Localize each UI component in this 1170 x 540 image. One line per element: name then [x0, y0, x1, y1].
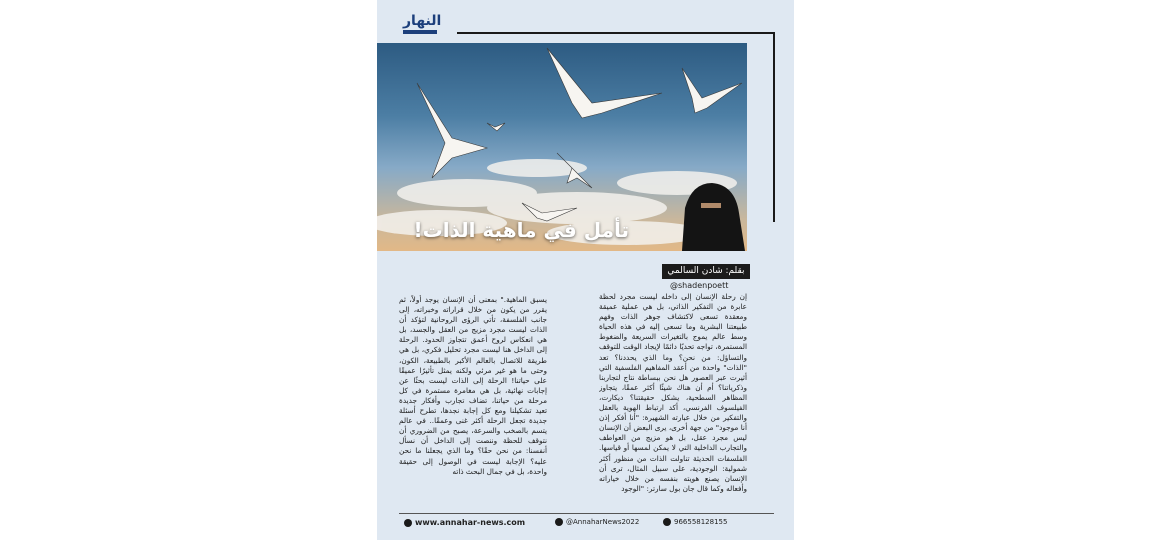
author-handle: @shadenpoett: [670, 281, 729, 290]
x-icon: [555, 518, 563, 526]
author-byline: بقلم: شادن السالمي: [662, 264, 750, 279]
globe-icon: [404, 519, 412, 527]
whatsapp-icon: [663, 518, 671, 526]
x-handle-text: @AnnaharNews2022: [566, 518, 640, 526]
footer-x-account[interactable]: [555, 518, 639, 526]
newspaper-logo: [403, 13, 442, 36]
footer-whatsapp[interactable]: [663, 518, 727, 526]
article-title: تأمل في ماهية الذات!: [413, 218, 629, 242]
magazine-page: [377, 0, 794, 540]
logo-text: النهار: [403, 13, 442, 29]
article-column-left: يسبق الماهية." بمعنى أن الإنسان يوجد أولاً، ثم يقرر من يكون من خلال قراراته وخبراته، إلى جانب الفلسفة، تأتي الرؤى الروحانية لتؤكد أن الذات ليست مجرد مزيج من العقل والجسد، بل هي انعكاس لروح أعمق تتجاوز الحدود. الرحلة إلى الداخل هنا ليست مجرد تحليل فكري، بل هي طريقة للاتصال بالعالم الأكبر بالطبيعة، الكون، وحتى ما هو غير مرئي ولكنه يمثل تأثيرًا عميقًا على حياتنا! الرحلة إلى الذات ليست بحثًا عن إجابات نهائية، بل هي مغامرة مستمرة في كل مرحلة من حياتنا، تضاف تجارب وأفكار جديدة تعيد تشكيلنا ومع كل إجابة نجدها، تطرح أسئلة جديدة تجعل الرحلة أكثر غنى وعمقًا.. في عالم يتسم بالصخب والسرعة، يصبح من الضروري أن نتوقف للحظة وننصت إلى الداخل أن نسأل أنفسنا: من نحن حقًا؟ وما الذي يجعلنا ما نحن عليه؟ الإجابة ليست في الوصول إلى حقيقة واحدة، بل في جمال البحث ذاته: [399, 295, 547, 476]
article-column-right: إن رحلة الإنسان إلى داخله ليست مجرد لحظة عابرة من التفكير الذاتي، بل هي عملية عميقة ومعقدة تسعى لاكتشاف جوهر الذات وفهم طبيعتنا البشرية وما تسعى إليه في هذه الحياة وسط عالم يموج بالتغيرات السريعة والضغوط المستمرة، تواجه تحديًا دائمًا لإيجاد الوقت للتوقف والتساؤل: من نحن؟ وما الذي يحددنا؟ تعد "الذات" واحدة من أعقد المفاهيم الفلسفية التي أثيرت عبر العصور هل نحن ببساطة نتاج لتجاربنا وذكرياتنا؟ أم أن هناك شيئًا أكثر عمقًا، يتجاوز المظاهر السطحية، يشكل حقيقتنا؟ ديكارت، الفيلسوف الفرنسي، أكد ارتباط الهوية بالعقل والتفكير من خلال عبارته الشهيرة: "أنا أفكر إذن أنا موجود" من جهة أخرى، يرى البعض أن الإنسان ليس مجرد عقل، بل هو مزيج من العواطف والتجارب الداخلية التي لا يمكن لمسها أو قياسها. الفلسفات الحديثة تناولت الذات من منظور أكثر شمولية: الوجودية، على سبيل المثال، ترى أن الإنسان يصنع هويته بنفسه من خلال خياراته وأفعاله وكما قال جان بول سارتر: "الوجود: [599, 292, 747, 493]
website-text: www.annahar-news.com: [415, 518, 526, 527]
frame-top-rule: [457, 32, 775, 34]
logo-bar: [403, 30, 437, 34]
footer-website[interactable]: [404, 518, 525, 527]
whatsapp-text: 966558128155: [674, 518, 728, 526]
footer-rule: [399, 513, 774, 514]
frame-right-rule: [773, 32, 775, 222]
